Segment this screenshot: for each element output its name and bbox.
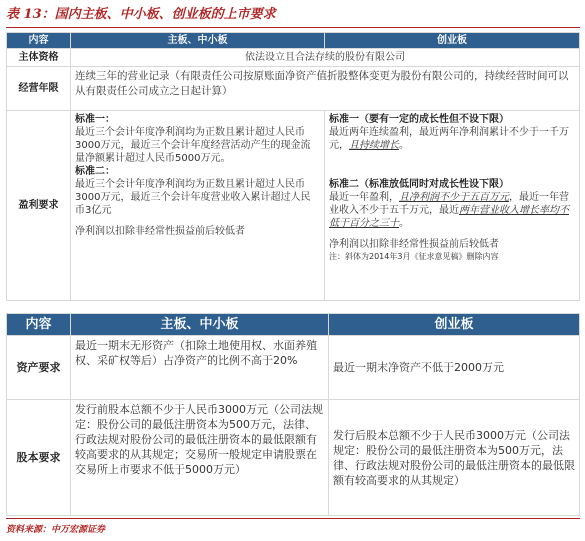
row-label-entity: 主体资格 (7, 49, 71, 67)
table-title: 表 13：国内主板、中小板、创业板的上市要求 (6, 7, 276, 22)
main-standard-1-title: 标准一： (75, 114, 115, 125)
header2-content: 内容 (7, 314, 71, 336)
main-standard-2-text: 最近三个会计年度净利润均为正数且累计超过人民币3000万元，最近三个会计年度营业收入累计超过人民币3亿元 (75, 179, 311, 216)
gem-footnote: 注：斜体为2014年3月《征求意见稿》删除内容 (329, 252, 499, 261)
gem-std1-deleted: 且持续增长 (349, 140, 399, 151)
main-standard-1-text: 最近三个会计年度净利润均为正数且累计超过人民币3000万元，最近三个会计年度经营活动产生的现金流量净额累计超过人民币5000万元。 (75, 127, 311, 164)
gem-standard-2-text (329, 191, 575, 230)
row-label-profit: 盈利要求 (7, 111, 71, 301)
row-label-assets: 资产要求 (7, 336, 71, 400)
main-standard-2-title: 标准二： (75, 166, 115, 177)
gem-standard-1-title: 标准一（要有一定的成长性但不设下限） (329, 114, 509, 125)
gem-std1-end: 。 (399, 140, 409, 151)
row-label-years: 经营年限 (7, 67, 71, 111)
main-profit-note: 净利润以扣除非经常性损益前后较低者 (75, 226, 245, 237)
title-rule (6, 27, 580, 28)
assets-main-board: 最近一期末无形资产（扣除土地使用权、水面养殖权、采矿权等后）占净资产的比例不高于20% (71, 336, 329, 400)
source-note: 资料来源：中万宏源证券 (6, 525, 106, 535)
years-text: 连续三年的营业记录（有限责任公司按原账面净资产值折股整体变更为股份有限公司的，持续经营时间可以从有限责任公司成立之日起计算） (71, 67, 580, 111)
equity-gem: 发行后股本总额不少于人民币3000万元（公司法规定：股份公司的最低注册资本为500万元，法律、行政法规对股份公司的最低注册资本的最低限额有较高要求的从其规定） (329, 400, 580, 516)
header-gem: 创业板 (325, 33, 580, 49)
row-label-equity: 股本要求 (7, 400, 71, 516)
profit-gem (325, 111, 580, 301)
listing-requirements-table-1 (6, 32, 580, 301)
gem-std2-b: ，最近一年营业收入不少于五千万元，最近 (329, 192, 569, 216)
header2-main-board: 主板、中小板 (71, 314, 329, 336)
profit-main-board (71, 111, 325, 301)
gem-standard-2-title: 标准二（标准放低同时对成长性设下限） (329, 179, 509, 190)
header2-gem: 创业板 (329, 314, 580, 336)
source-rule (6, 518, 580, 519)
listing-requirements-table-2 (6, 313, 580, 516)
gem-profit-note: 净利润以扣除非经常性损益前后较低者 (329, 239, 499, 250)
gem-std2-deleted-1: 且净利润不少于五百万元 (399, 192, 509, 203)
gem-std2-deleted-2: 两年营业收入增长率均不低于百分之三十 (329, 205, 569, 229)
gem-standard-1-text (329, 126, 575, 152)
header-main-board: 主板、中小板 (71, 33, 325, 49)
gem-std1-text: 最近两年连续盈利，最近两年净利润累计不少于一千万元， (329, 127, 569, 151)
entity-text: 依法设立且合法存续的股份有限公司 (71, 49, 580, 67)
gem-std2-end: 。 (399, 218, 409, 229)
header-content: 内容 (7, 33, 71, 49)
assets-gem: 最近一期末净资产不低于2000万元 (329, 336, 580, 400)
gem-std2-a: 最近一年盈利， (329, 192, 399, 203)
equity-main-board: 发行前股本总额不少于人民币3000万元（公司法规定：股份公司的最低注册资本为500万元，法律、行政法规对股份公司的最低注册资本的最低限额有较高要求的从其规定；交易所一般规定申请股票在交易所上市要求不低于5000万元） (71, 400, 329, 516)
